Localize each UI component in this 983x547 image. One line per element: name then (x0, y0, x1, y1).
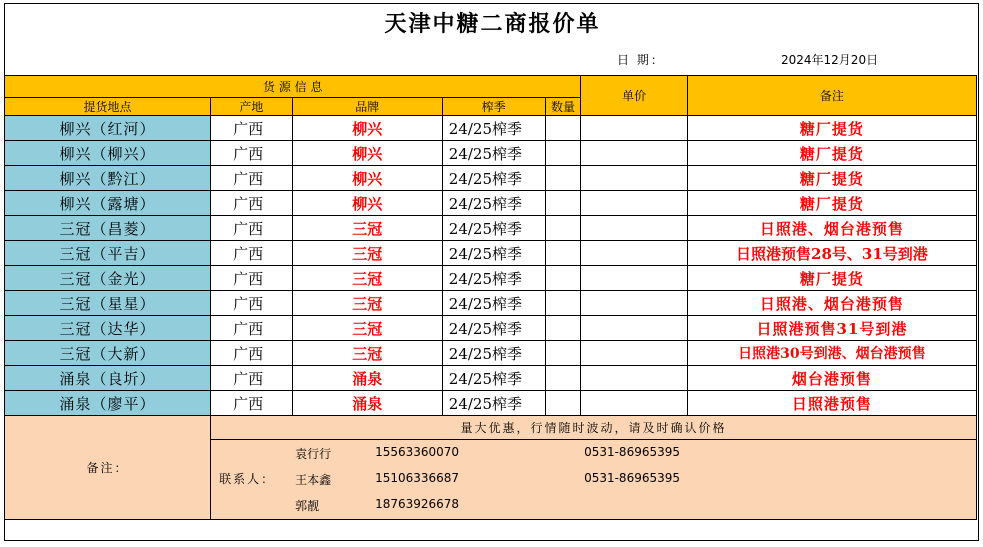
price-cell[interactable] (581, 141, 687, 166)
note-cell: 日照港预售31号到港 (687, 316, 976, 341)
remarks-header: 备注 (687, 76, 976, 116)
sheet-title: 天津中糖二商报价单 (384, 11, 601, 37)
location-cell: 柳兴（红河） (5, 116, 211, 141)
season-cell: 24/25榨季 (442, 391, 545, 416)
quantity-cell[interactable] (545, 366, 581, 391)
price-cell[interactable] (581, 291, 687, 316)
location-cell: 三冠（大新） (5, 341, 211, 366)
brand-cell: 三冠 (292, 316, 442, 341)
origin-cell: 广西 (211, 141, 293, 166)
price-cell[interactable] (581, 216, 687, 241)
contact-section (211, 440, 977, 520)
table-row (5, 366, 977, 391)
season-cell: 24/25榨季 (442, 266, 545, 291)
brand-cell: 三冠 (292, 266, 442, 291)
quantity-cell[interactable] (545, 341, 581, 366)
brand-cell: 三冠 (292, 241, 442, 266)
brand-cell: 柳兴 (292, 116, 442, 141)
contact-label: 联系人： (219, 472, 276, 486)
contact-phone: 15563360070 (375, 445, 460, 459)
quantity-cell[interactable] (545, 266, 581, 291)
note-cell: 糖厂提货 (687, 116, 976, 141)
price-cell[interactable] (581, 316, 687, 341)
brand-cell: 三冠 (292, 216, 442, 241)
table-row (5, 241, 977, 266)
season-header: 榨季 (442, 98, 545, 116)
season-cell: 24/25榨季 (442, 216, 545, 241)
note-cell: 糖厂提货 (687, 166, 976, 191)
footer-label: 备注： (5, 416, 211, 520)
date-label: 日 期： (617, 53, 665, 67)
location-cell: 涌泉（良圻） (5, 366, 211, 391)
location-cell: 三冠（金光） (5, 266, 211, 291)
price-cell[interactable] (581, 366, 687, 391)
origin-cell: 广西 (211, 191, 293, 216)
table-row (5, 216, 977, 241)
note-cell: 糖厂提货 (687, 141, 976, 166)
price-header: 单价 (581, 76, 687, 116)
brand-cell: 三冠 (292, 291, 442, 316)
origin-cell: 广西 (211, 316, 293, 341)
location-header: 提货地点 (5, 98, 211, 116)
price-cell[interactable] (581, 241, 687, 266)
quantity-cell[interactable] (545, 316, 581, 341)
brand-header: 品牌 (292, 98, 442, 116)
price-cell[interactable] (581, 116, 687, 141)
location-cell: 三冠（平吉） (5, 241, 211, 266)
footer-notice: 量大优惠，行情随时波动，请及时确认价格 (211, 416, 977, 440)
date-value: 2024年12月20日 (781, 53, 879, 67)
table-row (5, 141, 977, 166)
origin-cell: 广西 (211, 216, 293, 241)
price-cell[interactable] (581, 266, 687, 291)
table-row (5, 116, 977, 141)
origin-cell: 广西 (211, 116, 293, 141)
origin-cell: 广西 (211, 391, 293, 416)
location-cell: 柳兴（露塘） (5, 191, 211, 216)
brand-cell: 三冠 (292, 341, 442, 366)
location-cell: 三冠（星星） (5, 291, 211, 316)
location-cell: 柳兴（黔江） (5, 166, 211, 191)
brand-cell: 涌泉 (292, 391, 442, 416)
season-cell: 24/25榨季 (442, 341, 545, 366)
table-row (5, 166, 977, 191)
note-cell: 日照港、烟台港预售 (687, 291, 976, 316)
brand-cell: 柳兴 (292, 141, 442, 166)
note-cell: 日照港30号到港、烟台港预售 (687, 341, 976, 366)
origin-cell: 广西 (211, 241, 293, 266)
season-cell: 24/25榨季 (442, 166, 545, 191)
table-row (5, 341, 977, 366)
note-cell: 糖厂提货 (687, 191, 976, 216)
price-cell[interactable] (581, 391, 687, 416)
origin-cell: 广西 (211, 366, 293, 391)
quantity-cell[interactable] (545, 116, 581, 141)
season-cell: 24/25榨季 (442, 191, 545, 216)
quantity-cell[interactable] (545, 216, 581, 241)
origin-cell: 广西 (211, 266, 293, 291)
note-cell: 糖厂提货 (687, 266, 976, 291)
contact-name: 郭靓 (295, 499, 320, 513)
contact-name: 袁行行 (295, 447, 332, 461)
season-cell: 24/25榨季 (442, 141, 545, 166)
quantity-cell[interactable] (545, 391, 581, 416)
note-cell: 烟台港预售 (687, 366, 976, 391)
price-cell[interactable] (581, 166, 687, 191)
contact-name: 王本鑫 (295, 473, 332, 487)
location-cell: 涌泉（廖平） (5, 391, 211, 416)
season-cell: 24/25榨季 (442, 241, 545, 266)
location-cell: 柳兴（柳兴） (5, 141, 211, 166)
table-row (5, 316, 977, 341)
table-row (5, 291, 977, 316)
season-cell: 24/25榨季 (442, 116, 545, 141)
brand-cell: 柳兴 (292, 191, 442, 216)
location-cell: 三冠（达华） (5, 316, 211, 341)
location-cell: 三冠（昌菱） (5, 216, 211, 241)
table-row (5, 191, 977, 216)
quantity-cell[interactable] (545, 291, 581, 316)
origin-cell: 广西 (211, 291, 293, 316)
source-info-header: 货 源 信 息 (5, 76, 581, 98)
table-row (5, 266, 977, 291)
table-row (5, 391, 977, 416)
note-cell: 日照港、烟台港预售 (687, 216, 976, 241)
season-cell: 24/25榨季 (442, 366, 545, 391)
contact-phone: 15106336687 (375, 471, 460, 485)
quantity-cell[interactable] (545, 191, 581, 216)
quantity-cell[interactable] (545, 241, 581, 266)
origin-cell: 广西 (211, 166, 293, 191)
price-sheet (4, 3, 979, 541)
brand-cell: 柳兴 (292, 166, 442, 191)
price-cell[interactable] (581, 341, 687, 366)
contact-tel: 0531-86965395 (584, 445, 681, 459)
quantity-cell[interactable] (545, 166, 581, 191)
quote-table (4, 75, 977, 520)
note-cell: 日照港预售28号、31号到港 (687, 241, 976, 266)
origin-header: 产地 (211, 98, 293, 116)
origin-cell: 广西 (211, 341, 293, 366)
quantity-cell[interactable] (545, 141, 581, 166)
note-cell: 日照港预售 (687, 391, 976, 416)
season-cell: 24/25榨季 (442, 316, 545, 341)
brand-cell: 涌泉 (292, 366, 442, 391)
price-cell[interactable] (581, 191, 687, 216)
contact-tel: 0531-86965395 (584, 471, 681, 485)
quantity-header: 数量 (545, 98, 581, 116)
season-cell: 24/25榨季 (442, 291, 545, 316)
contact-phone: 18763926678 (375, 497, 460, 511)
